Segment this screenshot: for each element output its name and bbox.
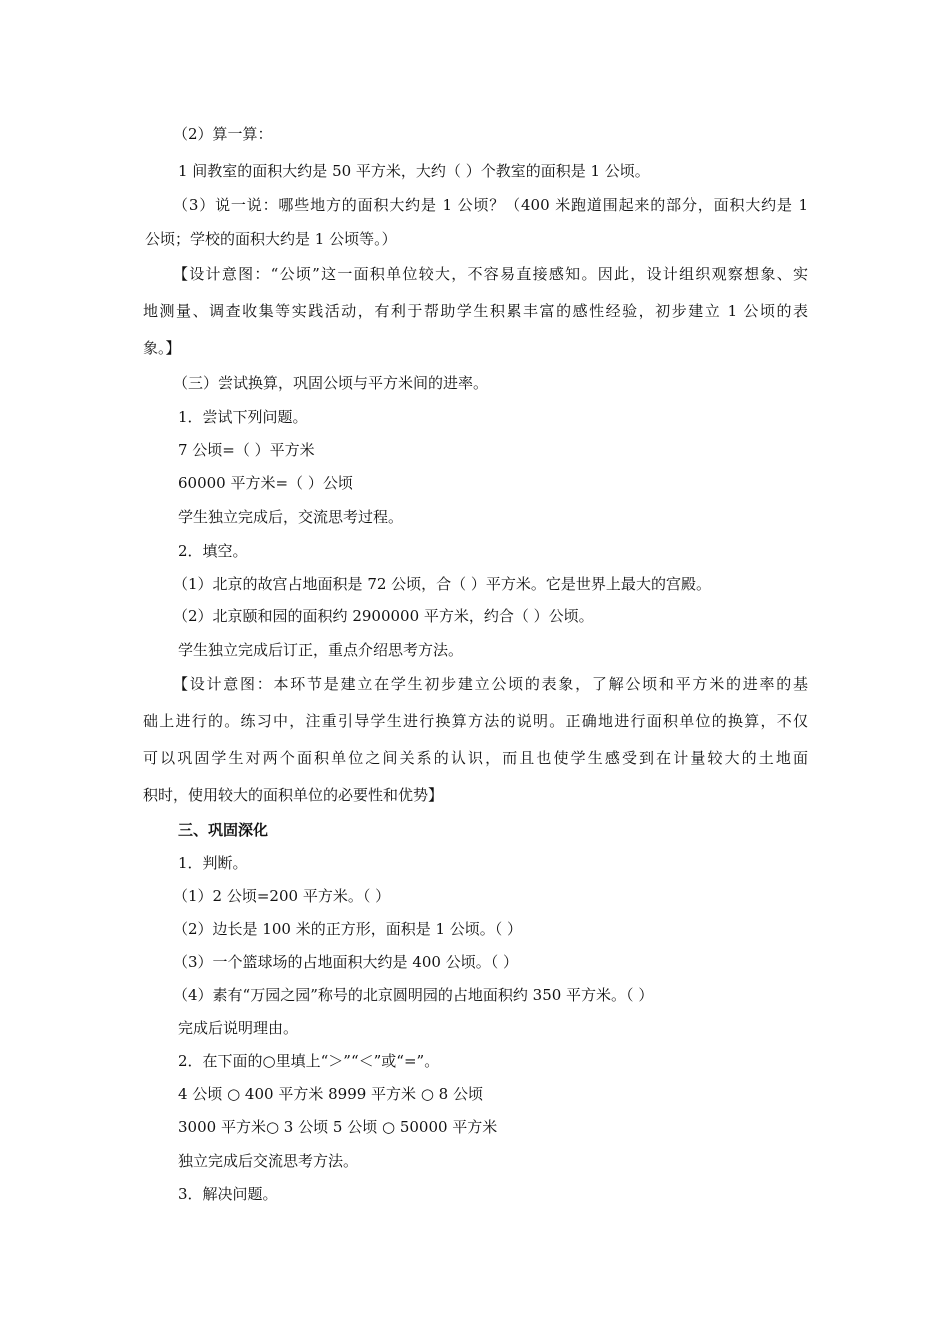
text-line: 学生独立完成后订正，重点介绍思考方法。 (178, 641, 464, 659)
text-line: （2）算一算： (173, 125, 273, 143)
text-line: 1 间教室的面积大约是 50 平方米，大约（ ）个教室的面积是 1 公顷。 (178, 162, 650, 180)
text-line: 可以巩固学生对两个面积单位之间关系的认识，而且也使学生感受到在计量较大的土地面 (143, 749, 808, 767)
text-line: 4 公顷 ○ 400 平方米 8999 平方米 ○ 8 公顷 (178, 1085, 483, 1103)
text-line: 1．判断。 (178, 854, 248, 872)
text-line: 础上进行的。练习中，注重引导学生进行换算方法的说明。正确地进行面积单位的换算，不仅 (143, 712, 808, 730)
section-heading: 三、巩固深化 (178, 821, 269, 839)
text-line: 2．在下面的○里填上“＞”“＜”或“=”。 (178, 1052, 440, 1070)
text-line: 完成后说明理由。 (178, 1019, 299, 1037)
text-line: 象。】 (143, 339, 181, 357)
text-line: 【设计意图：“公顷”这一面积单位较大，不容易直接感知。因此，设计组织观察想象、实 (173, 265, 808, 283)
text-line: 公顷；学校的面积大约是 1 公顷等。） (145, 230, 397, 248)
text-line: 2．填空。 (178, 542, 248, 560)
text-line: 【设计意图：本环节是建立在学生初步建立公顷的表象，了解公顷和平方米的进率的基 (173, 675, 808, 693)
text-line: 3000 平方米○ 3 公顷 5 公顷 ○ 50000 平方米 (178, 1118, 498, 1136)
text-line: 学生独立完成后，交流思考过程。 (178, 508, 404, 526)
text-line: 积时，使用较大的面积单位的必要性和优势】 (143, 786, 444, 804)
text-line: （3）一个篮球场的占地面积大约是 400 公顷。（ ） (173, 953, 518, 971)
text-line: （4）素有“万园之园”称号的北京圆明园的占地面积约 350 平方米。（ ） (173, 986, 654, 1004)
text-line: （1）北京的故宫占地面积是 72 公顷，合（ ）平方米。它是世界上最大的宫殿。 (173, 575, 711, 593)
text-line: （1）2 公顷=200 平方米。（ ） (173, 887, 391, 905)
text-line: 1．尝试下列问题。 (178, 408, 308, 426)
text-line: （2）边长是 100 米的正方形，面积是 1 公顷。（ ） (173, 920, 523, 938)
text-line: 地测量、调查收集等实践活动，有利于帮助学生积累丰富的感性经验，初步建立 1 公顷的表 (143, 302, 808, 320)
text-line: 7 公顷=（ ）平方米 (178, 441, 315, 459)
text-line: （三）尝试换算，巩固公顷与平方米间的进率。 (173, 374, 489, 392)
text-line: 60000 平方米=（ ）公顷 (178, 474, 353, 492)
text-line: 3．解决问题。 (178, 1185, 278, 1203)
text-line: 独立完成后交流思考方法。 (178, 1152, 359, 1170)
text-line: （3）说一说：哪些地方的面积大约是 1 公顷？（400 米跑道围起来的部分，面积大约是 1 (173, 196, 808, 214)
text-line: （2）北京颐和园的面积约 2900000 平方米，约合（ ）公顷。 (173, 607, 594, 625)
